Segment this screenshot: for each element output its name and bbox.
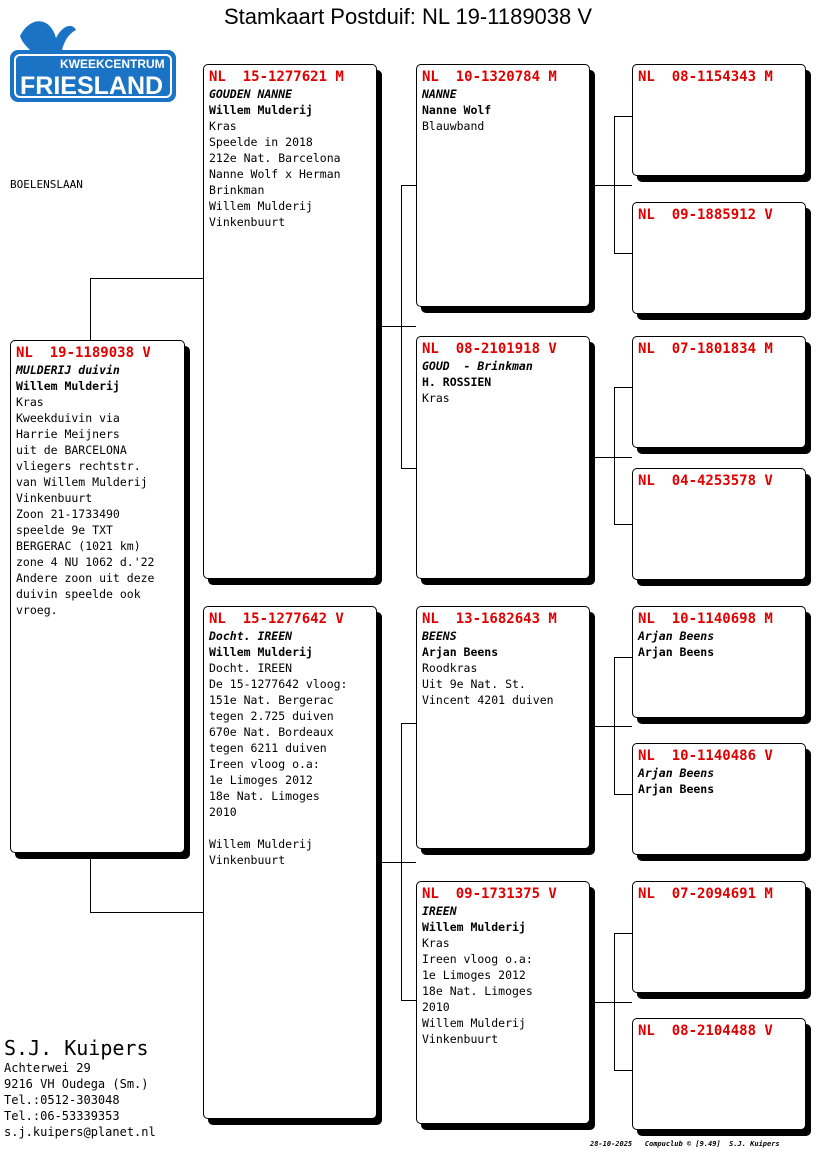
pigeon-owner: H. ROSSIEN xyxy=(422,375,492,389)
connector xyxy=(90,278,91,341)
connector xyxy=(614,933,632,934)
pigeon-card-ff[interactable] xyxy=(416,64,590,307)
connector xyxy=(589,185,632,186)
connector xyxy=(614,387,632,388)
pigeon-card-mmm[interactable] xyxy=(632,1018,806,1130)
pigeon-name: Docht. IREEN xyxy=(209,629,293,643)
ring-number: NL 08-2101918 V xyxy=(422,341,557,357)
pigeon-name: MULDERIJ duivin xyxy=(16,363,120,377)
connector xyxy=(614,933,615,1070)
breeder-phone: Tel.:0512-303048 xyxy=(4,1093,120,1107)
ring-number: NL 13-1682643 M xyxy=(422,611,557,627)
connector xyxy=(401,185,402,468)
pigeon-name: GOUDEN NANNE xyxy=(209,87,293,101)
pigeon-owner: Willem Mulderij xyxy=(209,103,313,117)
ring-number: NL 08-1154343 M xyxy=(638,69,773,85)
pigeon-card-fff[interactable] xyxy=(632,64,806,176)
pigeon-card-mfm[interactable] xyxy=(632,743,806,855)
page-title: Stamkaart Postduif: NL 19-1189038 V xyxy=(223,4,593,29)
logo-line1: KWEEKCENTRUM xyxy=(60,57,165,71)
pigeon-card-mother[interactable] xyxy=(203,606,377,1119)
ring-number: NL 07-2094691 M xyxy=(638,886,773,902)
breeder-name: S.J. Kuipers xyxy=(4,1036,149,1060)
footer-credit: 28-10-2025 Compuclub © [9.49] S.J. Kuipers xyxy=(590,1140,780,1148)
connector xyxy=(614,657,632,658)
pigeon-owner: Nanne Wolf xyxy=(422,103,492,117)
pigeon-owner: Arjan Beens xyxy=(638,782,715,796)
kweekcentrum-friesland-logo xyxy=(10,16,176,102)
pigeon-card-father[interactable] xyxy=(203,64,377,579)
connector xyxy=(614,116,615,253)
breeder-info xyxy=(4,1036,156,1140)
breeder-city: 9216 VH Oudega (Sm.) xyxy=(4,1077,149,1091)
connector xyxy=(614,524,632,525)
connector xyxy=(614,1070,632,1071)
connector xyxy=(401,185,416,186)
connector xyxy=(376,326,416,327)
pigeon-name: Arjan Beens xyxy=(638,629,715,643)
pigeon-card-main[interactable] xyxy=(10,340,185,853)
ring-number: NL 15-1277642 V xyxy=(209,611,344,627)
pigeon-card-ffm[interactable] xyxy=(632,202,806,314)
pigeon-name: NANNE xyxy=(422,87,457,101)
pigeon-notes: Roodkras Uit 9e Nat. St. Vincent 4201 duiven xyxy=(422,661,554,707)
pigeon-card-fm[interactable] xyxy=(416,336,590,579)
breeder-mobile: Tel.:06-53339353 xyxy=(4,1109,120,1123)
logo-line2: FRIESLAND xyxy=(20,72,164,100)
ring-number: NL 19-1189038 V xyxy=(16,345,151,361)
ring-number: NL 08-2104488 V xyxy=(638,1023,773,1039)
pigeon-card-mm[interactable] xyxy=(416,881,590,1124)
ring-number: NL 15-1277621 M xyxy=(209,69,344,85)
pigeon-name: GOUD - Brinkman xyxy=(422,359,533,373)
connector xyxy=(589,457,632,458)
connector xyxy=(401,1000,416,1001)
pigeon-card-fmm[interactable] xyxy=(632,468,806,580)
pigeon-card-mf[interactable] xyxy=(416,606,590,849)
connector xyxy=(589,1002,632,1003)
ring-number: NL 04-4253578 V xyxy=(638,473,773,489)
connector xyxy=(90,912,204,913)
pigeon-name: BEENS xyxy=(422,629,457,643)
connector xyxy=(401,468,416,469)
pigeon-name: IREEN xyxy=(422,904,457,918)
pigeon-notes: Blauwband xyxy=(422,119,485,133)
pigeon-owner: Willem Mulderij xyxy=(16,379,120,393)
connector xyxy=(90,278,204,279)
connector xyxy=(614,116,632,117)
pigeon-notes: Docht. IREEN De 15-1277642 vloog: 151e Nat. Bergerac tegen 2.725 duiven 670e Nat. Bordeaux tegen 6211 duiven Ireen vloog o.a: 1e Limoges 2012 18e Nat. Limoges 2010 Willem Mulderij Vinkenbuurt xyxy=(209,661,348,867)
pigeon-owner: Arjan Beens xyxy=(422,645,499,659)
connector xyxy=(376,862,416,863)
ring-number: NL 10-1320784 M xyxy=(422,69,557,85)
ring-number: NL 10-1140698 M xyxy=(638,611,773,627)
connector xyxy=(614,387,615,524)
ring-number: NL 07-1801834 M xyxy=(638,341,773,357)
connector xyxy=(401,723,402,1000)
pigeon-owner: Willem Mulderij xyxy=(209,645,313,659)
location-label: BOELENSLAAN xyxy=(10,178,83,191)
ring-number: NL 09-1731375 V xyxy=(422,886,557,902)
pigeon-notes: Kras Speelde in 2018 212e Nat. Barcelona Nanne Wolf x Herman Brinkman Willem Mulderij Vinkenbuurt xyxy=(209,119,341,229)
pigeon-card-mff[interactable] xyxy=(632,606,806,718)
connector xyxy=(401,723,416,724)
connector xyxy=(614,657,615,794)
connector xyxy=(90,852,91,912)
ring-number: NL 10-1140486 V xyxy=(638,748,773,764)
breeder-address: Achterwei 29 xyxy=(4,1061,91,1075)
breeder-email: s.j.kuipers@planet.nl xyxy=(4,1125,156,1139)
connector xyxy=(614,794,632,795)
pigeon-card-fmf[interactable] xyxy=(632,336,806,448)
pigeon-notes: Kras xyxy=(422,391,450,405)
ring-number: NL 09-1885912 V xyxy=(638,207,773,223)
pigeon-notes: Kras Ireen vloog o.a: 1e Limoges 2012 18e Nat. Limoges 2010 Willem Mulderij Vinkenbuurt xyxy=(422,936,533,1046)
pigeon-notes: Kras Kweekduivin via Harrie Meijners uit de BARCELONA vliegers rechtstr. van Willem Mulderij Vinkenbuurt Zoon 21-1733490 speelde 9e TXT BERGERAC (1021 km) zone 4 NU 1062 d.'22 Andere zoon uit deze duivin speelde ook vroeg. xyxy=(16,395,155,617)
connector xyxy=(589,726,632,727)
pigeon-name: Arjan Beens xyxy=(638,766,715,780)
pigeon-owner: Willem Mulderij xyxy=(422,920,526,934)
pigeon-owner: Arjan Beens xyxy=(638,645,715,659)
pigeon-card-mmf[interactable] xyxy=(632,881,806,993)
connector xyxy=(614,253,632,254)
